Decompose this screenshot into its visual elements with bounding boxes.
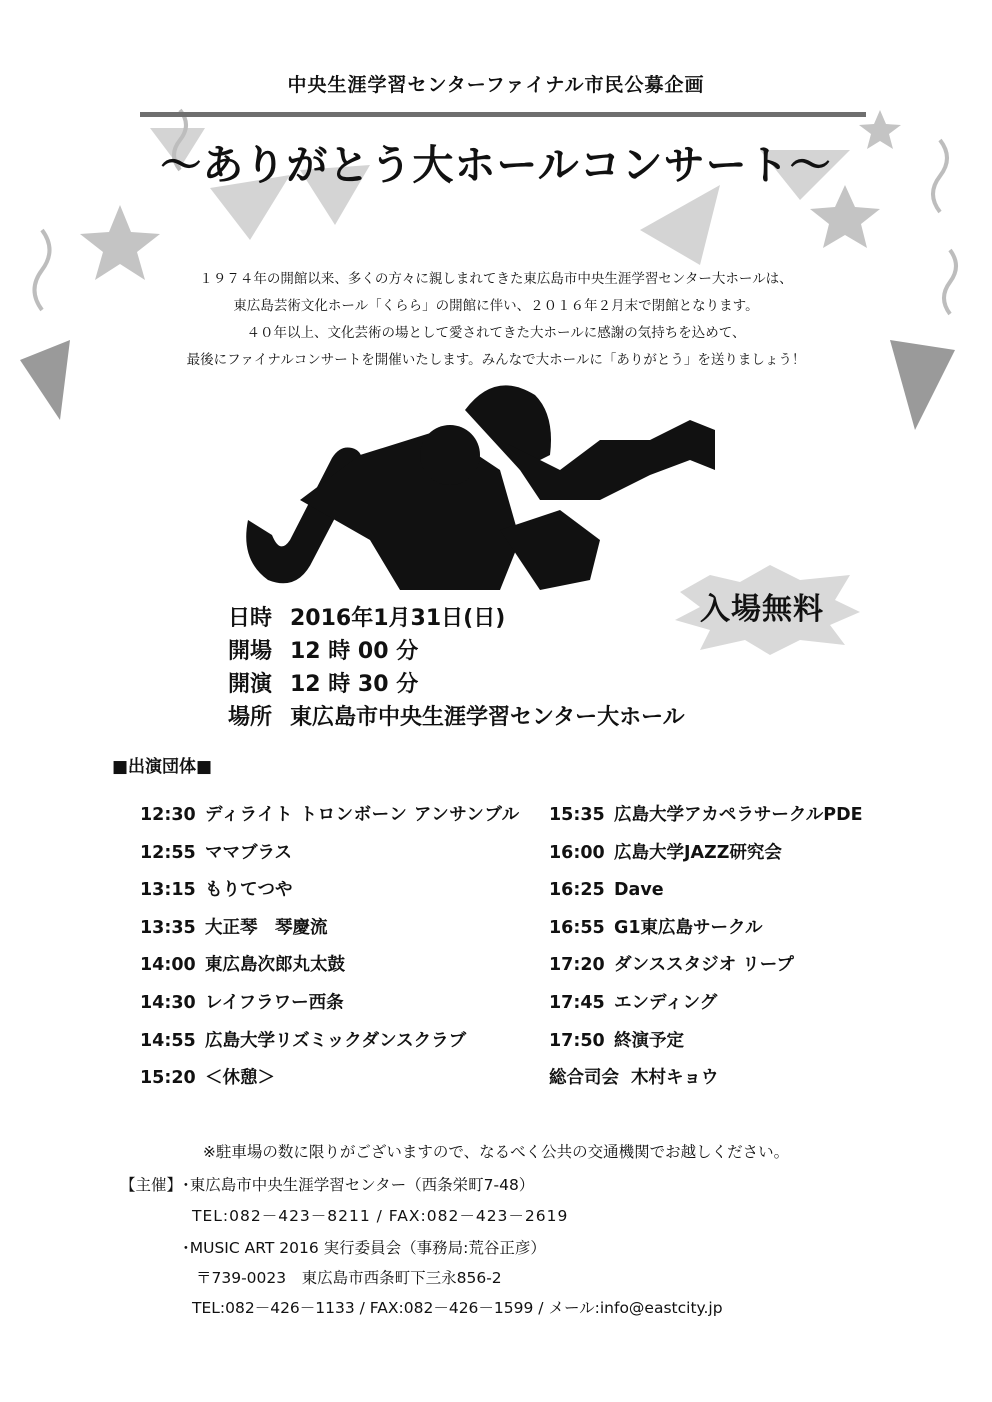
streamer-icon [944, 250, 956, 314]
intro-line: 最後にファイナルコンサートを開催いたします。みんなで大ホールに「ありがとう」を送りましょう！ [186, 352, 806, 368]
schedule-performer: ＜休憩＞ [205, 1068, 275, 1089]
title-rule [140, 112, 866, 117]
schedule-row [549, 875, 863, 913]
schedule-performer: Dave [614, 880, 664, 901]
pennant-icon [890, 340, 955, 430]
schedule-time: 13:35 [140, 917, 196, 938]
schedule-row [140, 800, 520, 838]
event-date-row [228, 602, 685, 635]
schedule-performer: もりてつや [205, 880, 293, 901]
organizer-secondary-address: 〒739-0023 東広島市西条町下三永856-2 [196, 1269, 502, 1287]
schedule-performer: 広島大学JAZZ研究会 [614, 842, 782, 863]
schedule-performer: レイフラワー西条 [205, 992, 344, 1013]
organizer-primary: 【主催】･東広島市中央生涯学習センター（西条栄町7-48） [120, 1176, 535, 1194]
schedule-performer: 東広島次郎丸太鼓 [205, 955, 345, 976]
schedule-performer: 広島大学アカペラサークルPDE [614, 805, 863, 825]
schedule-time: 17:20 [549, 955, 605, 976]
schedule-performer: ダンススタジオ リープ [614, 955, 794, 976]
admission-free-badge: 入場無料 [700, 592, 824, 627]
event-open-row [228, 635, 685, 668]
organizer-secondary: ･MUSIC ART 2016 実行委員会（事務局:荒谷正彦） [182, 1239, 546, 1257]
schedule-time: 17:50 [549, 1030, 605, 1051]
event-value: 12 時 00 分 [290, 639, 419, 664]
schedule-time: 12:55 [140, 842, 196, 863]
pennant-icon [20, 340, 70, 420]
schedule-row [140, 838, 520, 876]
intro-line: １９７４年の開館以来、多くの方々に親しまれてきた東広島市中央生涯学習センター大ホールは、 [199, 271, 793, 287]
schedule-row [140, 1026, 520, 1064]
schedule-time: 13:15 [140, 880, 196, 901]
event-details [228, 602, 685, 734]
schedule-row [549, 838, 863, 876]
schedule-time: 14:30 [140, 992, 196, 1013]
intro-line: ４０年以上、文化芸術の場として愛されてきた大ホールに感謝の気持ちを込めて、 [246, 325, 746, 341]
schedule-performer: 木村キョウ [631, 1068, 719, 1089]
schedule-performer: ディライト トロンボーン アンサンブル [205, 805, 520, 825]
schedule-time: 15:35 [549, 805, 605, 825]
schedule-time: 16:25 [549, 880, 605, 901]
schedule-row [140, 1063, 520, 1101]
intro-line: 東広島芸術文化ホール「くらら」の開館に伴い、２０１６年２月末で閉館となります。 [233, 298, 759, 314]
streamer-icon [35, 230, 50, 310]
organizer-secondary-contact: TEL:082－426－1133 / FAX:082－426－1599 / メール:info@eastcity.jp [192, 1299, 723, 1317]
schedule-performer: エンディング [614, 992, 718, 1013]
schedule-row [140, 875, 520, 913]
event-label: 開場 [228, 639, 273, 664]
page-title: ～ありがとう大ホールコンサート～ [160, 141, 832, 189]
schedule-time: 17:45 [549, 992, 605, 1013]
schedule-left [140, 800, 520, 1101]
schedule-row [549, 913, 863, 951]
schedule-time: 12:30 [140, 805, 196, 825]
schedule-row [140, 988, 520, 1026]
schedule-row [549, 988, 863, 1026]
schedule-time: 14:55 [140, 1030, 196, 1051]
violin-icon [500, 510, 600, 590]
schedule-row [140, 950, 520, 988]
performers-heading: ■出演団体■ [112, 757, 213, 777]
schedule-row [549, 800, 863, 838]
parking-note: ※駐車場の数に限りがございますので、なるべく公共の交通機関でお越しください。 [202, 1143, 790, 1161]
event-label: 開演 [228, 672, 273, 697]
schedule-performer: ママブラス [205, 842, 292, 863]
organizer-primary-contact: TEL:082－423－8211 / FAX:082－423－2619 [192, 1207, 569, 1225]
schedule-row [549, 950, 863, 988]
schedule-row [549, 1063, 863, 1101]
event-label: 場所 [228, 705, 273, 730]
campaign-kicker: 中央生涯学習センターファイナル市民公募企画 [287, 74, 705, 96]
event-value: 2016年1月31日(日) [290, 606, 506, 631]
schedule-performer: G1東広島サークル [614, 917, 763, 938]
schedule-row [140, 913, 520, 951]
schedule-performer: 終演予定 [614, 1030, 684, 1051]
star-icon [810, 185, 880, 248]
schedule-right [549, 800, 863, 1101]
schedule-time: 16:55 [549, 917, 605, 938]
schedule-time: 14:00 [140, 955, 196, 976]
event-value: 東広島市中央生涯学習センター大ホール [290, 705, 685, 730]
schedule-time: 15:20 [140, 1068, 196, 1089]
event-venue-row [228, 701, 685, 734]
event-label: 日時 [228, 606, 273, 631]
schedule-performer: 広島大学リズミックダンスクラブ [205, 1030, 467, 1051]
event-start-row [228, 668, 685, 701]
event-value: 12 時 30 分 [290, 672, 419, 697]
schedule-row [549, 1026, 863, 1064]
schedule-time: 総合司会 [549, 1068, 619, 1089]
intro-text [110, 266, 882, 374]
schedule-time: 16:00 [549, 842, 605, 863]
musicians-silhouette [246, 385, 715, 590]
schedule-performer: 大正琴 琴慶流 [205, 917, 328, 938]
pennant-icon [640, 185, 720, 265]
